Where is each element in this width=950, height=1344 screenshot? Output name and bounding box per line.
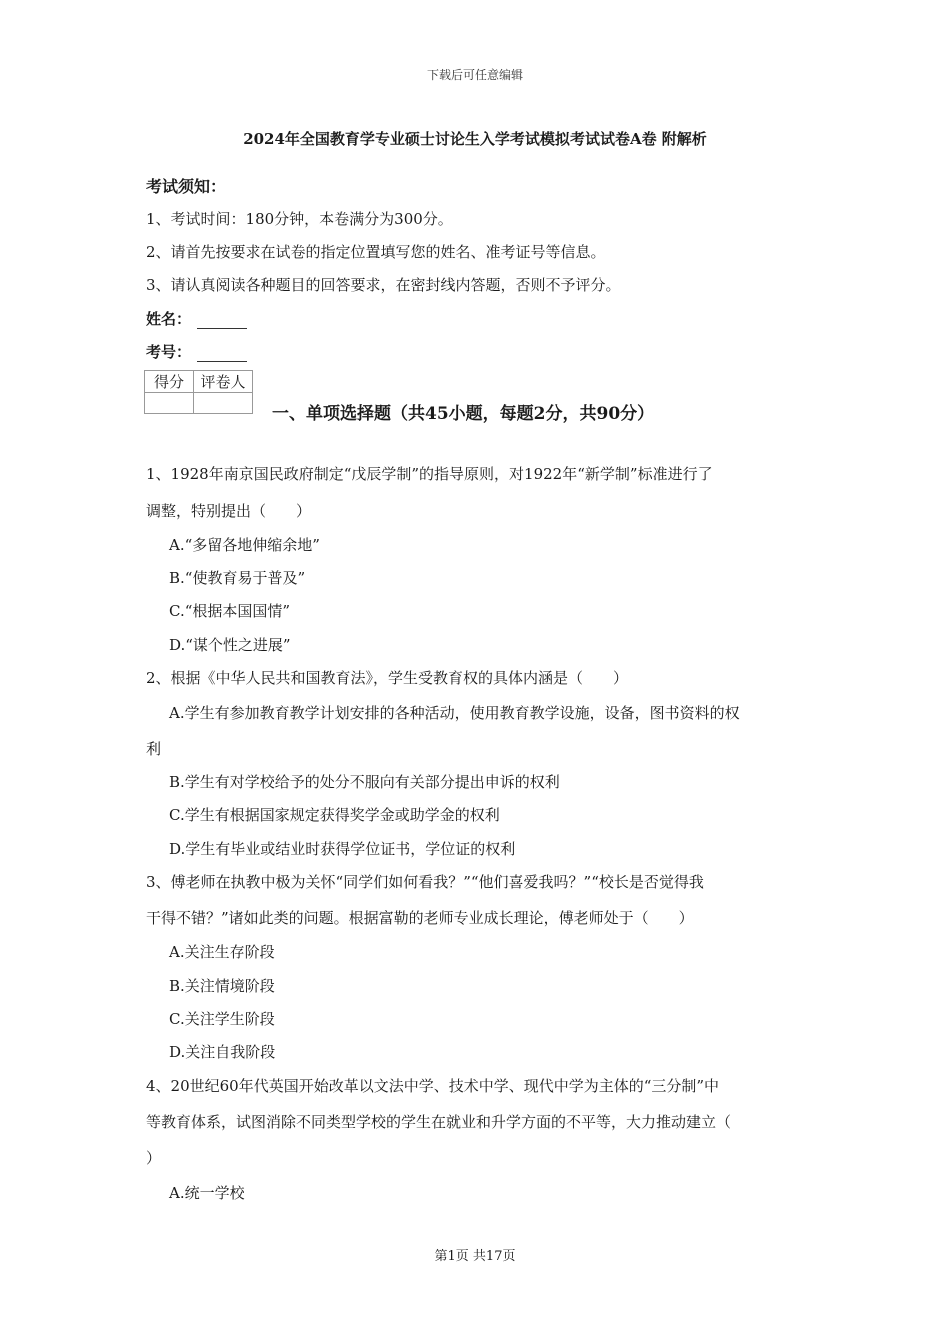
- exam-title: 2024年全国教育学专业硕士讨论生入学考试模拟考试试卷A卷 附解析: [243, 130, 707, 148]
- question-3-line-1: 3、傅老师在执教中极为关怀“同学们如何看我？”“他们喜爱我吗？”“校长是否觉得我: [146, 873, 704, 891]
- notice-item: 3、请认真阅读各种题目的回答要求，在密封线内答题，否则不予评分。: [146, 276, 621, 294]
- question-2-line-1: 2、根据《中华人民共和国教育法》，学生受教育权的具体内涵是（ ）: [146, 669, 629, 687]
- page-header: 下载后可任意编辑: [426, 68, 523, 82]
- score-table: [144, 370, 253, 414]
- question-1-option-a: A.“多留各地伸缩余地”: [169, 536, 320, 554]
- grader-header: 评卷人: [194, 371, 253, 393]
- question-2-option-a: A.学生有参加教育教学计划安排的各种活动，使用教育教学设施，设备，图书资料的权: [169, 704, 740, 722]
- question-1-line-2: 调整，特别提出（ ）: [146, 502, 312, 520]
- question-4-line-1: 4、20世纪60年代英国开始改革以文法中学、技术中学、现代中学为主体的“三分制”中: [146, 1077, 720, 1095]
- section-title: 一、单项选择题（共45小题，每题2分，共90分）: [272, 404, 655, 424]
- question-4-line-2: 等教育体系，试图消除不同类型学校的学生在就业和升学方面的不平等，大力推动建立（: [146, 1113, 732, 1131]
- notice-item: 2、请首先按要求在试卷的指定位置填写您的姓名、准考证号等信息。: [146, 243, 606, 261]
- question-2-option-b: B.学生有对学校给予的处分不服向有关部分提出申诉的权利: [169, 773, 560, 791]
- name-label: 姓名：: [146, 310, 192, 328]
- question-3-option-d: D.关注自我阶段: [169, 1043, 276, 1061]
- id-field: [146, 341, 247, 362]
- score-header: 得分: [145, 371, 194, 393]
- id-blank[interactable]: [197, 347, 247, 362]
- question-2-option-a-cont: 利: [146, 740, 162, 758]
- question-2-option-d: D.学生有毕业或结业时获得学位证书，学位证的权利: [169, 840, 516, 858]
- question-1-option-d: D.“谋个性之进展”: [169, 636, 291, 654]
- notice-item: 1、考试时间：180分钟，本卷满分为300分。: [146, 210, 453, 228]
- id-label: 考号：: [146, 343, 192, 361]
- question-1-option-b: B.“使教育易于普及”: [169, 569, 306, 587]
- notice-heading: 考试须知：: [146, 177, 227, 196]
- question-1-line-1: 1、1928年南京国民政府制定“戊辰学制”的指导原则，对1922年“新学制”标准进行了: [146, 465, 713, 483]
- score-cell[interactable]: [145, 393, 194, 414]
- name-blank[interactable]: [197, 314, 247, 329]
- question-1-option-c: C.“根据本国国情”: [169, 602, 291, 620]
- question-3-line-2: 干得不错？”诸如此类的问题。根据富勒的老师专业成长理论，傅老师处于（ ）: [146, 909, 694, 927]
- question-3-option-b: B.关注情境阶段: [169, 977, 275, 995]
- question-3-option-c: C.关注学生阶段: [169, 1010, 275, 1028]
- question-4-line-3: ）: [146, 1149, 162, 1167]
- question-3-option-a: A.关注生存阶段: [169, 943, 275, 961]
- question-2-option-c: C.学生有根据国家规定获得奖学金或助学金的权利: [169, 806, 500, 824]
- grader-cell[interactable]: [194, 393, 253, 414]
- question-4-option-a: A.统一学校: [169, 1184, 245, 1202]
- page-footer: 第1页 共17页: [434, 1249, 516, 1264]
- name-field: [146, 308, 247, 329]
